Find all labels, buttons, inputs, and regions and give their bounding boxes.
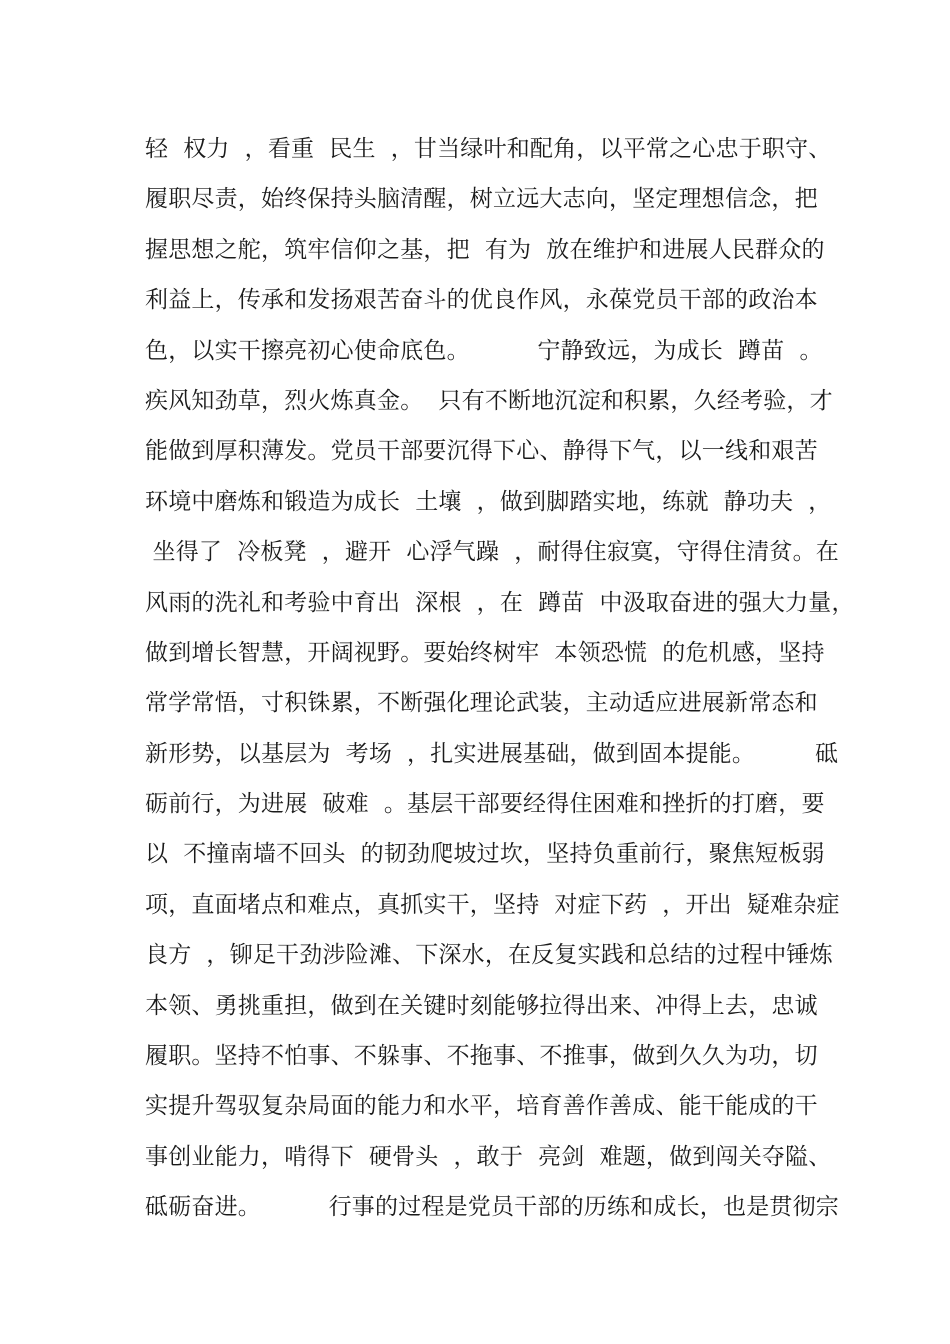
- text-line: 事创业能力，啃得下 硬骨头 ，敢于 亮剑 难题，做到闯关夺隘、: [145, 1143, 832, 1170]
- text-line: 履职尽责，始终保持头脑清醒，树立远大志向，坚定理想信念，把: [145, 186, 818, 213]
- text-line: 坐得了 冷板凳 ，避开 心浮气躁 ，耐得住寂寞，守得住清贫。在: [145, 539, 839, 566]
- text-line: 色，以实干擦亮初心使命底色。 宁静致远，为成长 蹲苗 。: [145, 337, 823, 364]
- text-line: 利益上，传承和发扬艰苦奋斗的优良作风，永葆党员干部的政治本: [145, 287, 818, 314]
- text-line: 做到增长智慧，开阔视野。要始终树牢 本领恐慌 的危机感，坚持: [145, 639, 825, 666]
- text-line: 环境中磨炼和锻造为成长 土壤 ，做到脚踏实地，练就 静功夫 ，: [145, 488, 832, 515]
- text-line: 砥砺奋进。 行事的过程是党员干部的历练和成长，也是贯彻宗: [145, 1194, 839, 1221]
- text-line: 常学常悟，寸积铢累，不断强化理论武装，主动适应进展新常态和: [145, 690, 818, 717]
- text-line: 本领、勇挑重担，做到在关键时刻能够拉得出来、冲得上去，忠诚: [145, 992, 818, 1019]
- text-line: 砺前行，为进展 破难 。基层干部要经得住困难和挫折的打磨，要: [145, 791, 825, 818]
- text-line: 能做到厚积薄发。党员干部要沉得下心、静得下气，以一线和艰苦: [145, 438, 818, 465]
- text-line: 新形势，以基层为 考场 ，扎实进展基础，做到固本提能。 砥: [145, 740, 839, 767]
- text-line: 疾风知劲草，烈火炼真金。 只有不断地沉淀和积累，久经考验，才: [145, 387, 833, 414]
- text-line: 轻 权力 ，看重 民生 ，甘当绿叶和配角，以平常之心忠于职守、: [145, 136, 832, 162]
- text-line: 风雨的洗礼和考验中育出 深根 ，在 蹲苗 中汲取奋进的强大力量，: [145, 589, 855, 616]
- text-line: 实提升驾驭复杂局面的能力和水平，培育善作善成、能干能成的干: [145, 1093, 818, 1120]
- text-line: 项，直面堵点和难点，真抓实干，坚持 对症下药 ，开出 疑难杂症: [145, 891, 840, 918]
- text-line: 履职。坚持不怕事、不躲事、不拖事、不推事，做到久久为功，切: [145, 1043, 818, 1070]
- text-line: 握思想之舵，筑牢信仰之基，把 有为 放在维护和进展人民群众的: [145, 236, 825, 263]
- text-line: 良方 ，铆足干劲涉险滩、下深水，在反复实践和总结的过程中锤炼: [145, 942, 833, 969]
- text-line: 以 不撞南墙不回头 的韧劲爬坡过坎，坚持负重前行，聚焦短板弱: [145, 841, 825, 868]
- body-text: [145, 131, 855, 1240]
